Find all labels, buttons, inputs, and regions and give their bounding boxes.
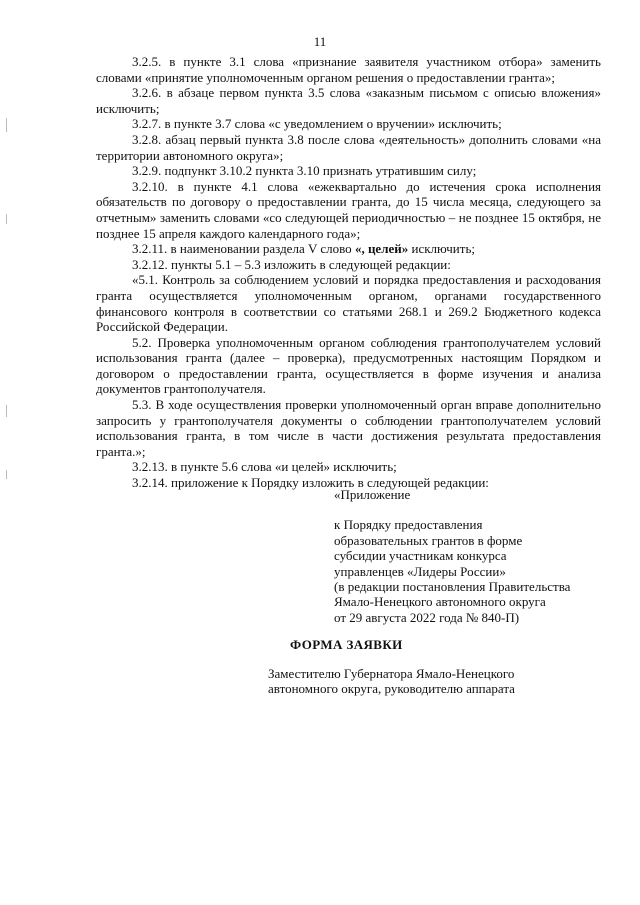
scan-edge-mark (6, 405, 7, 417)
paragraph-5-2: 5.2. Проверка уполномоченным органом соблюдения грантополучателем условий использования гранта (далее – проверка), предусмотренных настоящим Порядком и договором о предоставлении гранта, осуществляется в форме изучения и анализа документов грантополучателя. (96, 334, 601, 397)
paragraph-3-2-6: 3.2.6. в абзаце первом пункта 3.5 слова «заказным письмом с описью вложения» исключить; (96, 85, 601, 116)
scan-edge-mark (6, 470, 7, 479)
appendix-header (334, 487, 624, 625)
paragraph-3-2-12: 3.2.12. пункты 5.1 – 5.3 изложить в следующей редакции: (132, 256, 451, 272)
addressee-block: Заместителю Губернатора Ямало-Ненецкого автономного округа, руководителю аппарата (268, 666, 515, 697)
paragraph-3-2-5: 3.2.5. в пункте 3.1 слова «признание заявителя участником отбора» заменить словами «принятие уполномоченным органом решения о предоставлении гранта»; (96, 54, 601, 85)
paragraph-3-2-10: 3.2.10. в пункте 4.1 слова «ежеквартально до истечения срока исполнения обязательств по договору о предоставлении гранта, до 15 числа месяца, следующего за отчетным» заменить словами «со следующей периодичностью – не позднее 15 октября, не позднее 15 апреля каждого календарного года»; (96, 178, 601, 241)
paragraph-3-2-11 (96, 241, 601, 257)
paragraph-3-2-9: 3.2.9. подпункт 3.10.2 пункта 3.10 признать утратившим силу; (132, 163, 477, 179)
paragraph-3-2-14: 3.2.14. приложение к Порядку изложить в следующей редакции: (132, 475, 489, 491)
paragraph-3-2-8: 3.2.8. абзац первый пункта 3.8 после слова «деятельность» дополнить словами «на территории автономного округа»; (96, 131, 601, 163)
paragraph-3-2-7: 3.2.7. в пункте 3.7 слова «с уведомлением о вручении» исключить; (132, 116, 502, 132)
form-title: ФОРМА ЗАЯВКИ (290, 637, 403, 652)
paragraph-5-3: 5.3. В ходе осуществления проверки уполномоченный орган вправе дополнительно запросить у грантополучателя документы о соблюдении грантополучателем условий использования гранта, в том числе в части достижения результата предоставления гранта.»; (96, 397, 601, 459)
appendix-reference: к Порядку предоставления образовательных грантов в форме субсидии участникам конкурса управленцев «Лидеры России» (в редакции постановления Правительства Ямало-Ненецкого автономного округа от 29 августа 2022 года № 840-П) (334, 517, 571, 625)
paragraph-3-2-11-quoted-word: «, целей» (354, 241, 409, 257)
paragraph-3-2-13: 3.2.13. в пункте 5.6 слова «и целей» исключить; (132, 459, 397, 475)
scan-edge-mark (6, 118, 7, 132)
page-number: 11 (313, 34, 327, 49)
paragraph-3-2-11-end: исключить; (408, 241, 475, 257)
paragraph-5-1: «5.1. Контроль за соблюдением условий и порядка предоставления и расходования гранта осуществляется уполномоченным органом, органами государственного финансового контроля в соответствии со статьями 268.1 и 269.2 Бюджетного кодекса Российской Федерации. (96, 272, 601, 335)
document-body (96, 54, 601, 491)
appendix-title: «Приложение (334, 487, 411, 502)
paragraph-3-2-11-start: 3.2.11. в наименовании раздела V слово (132, 241, 355, 257)
scan-edge-mark (6, 214, 7, 224)
